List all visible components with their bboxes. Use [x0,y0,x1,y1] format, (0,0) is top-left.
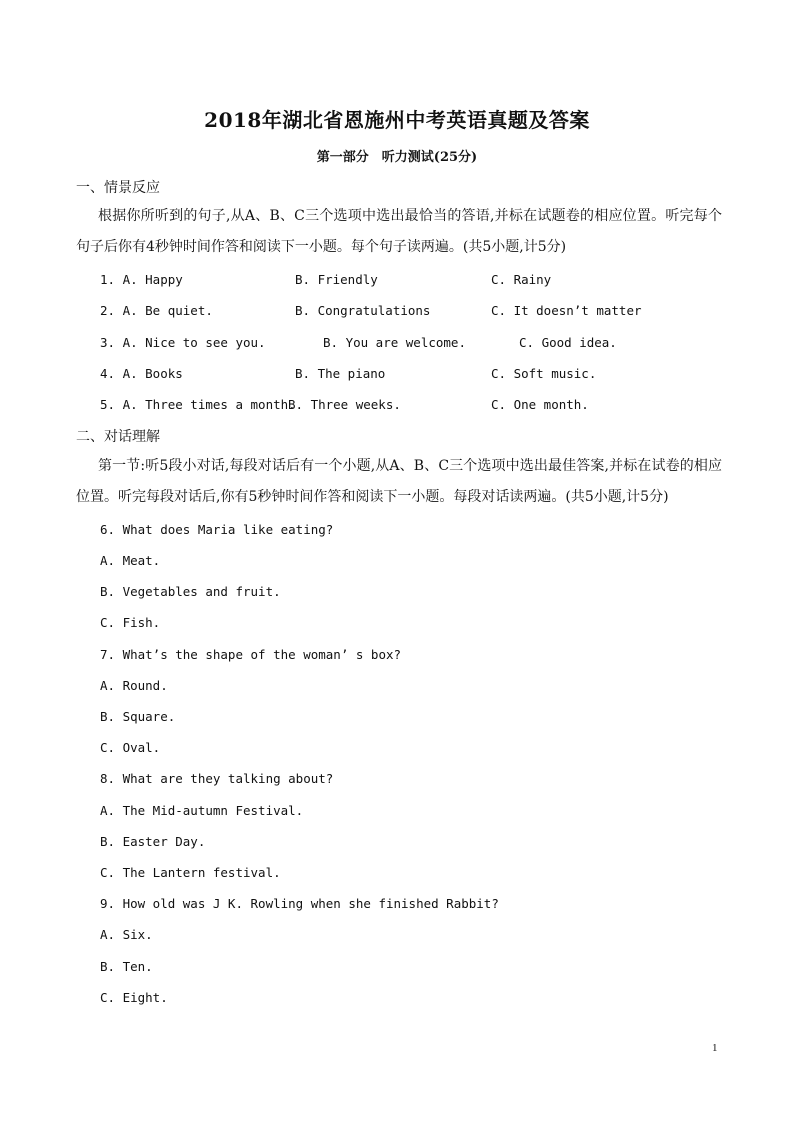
answer-option: C. Eight. [100,990,168,1005]
option-a: 4. A. Books [100,366,183,381]
answer-option: A. Round. [100,678,168,693]
answer-option: A. The Mid-autumn Festival. [100,803,304,818]
answer-option: C. Oval. [100,740,161,755]
answer-option: B. Ten. [100,959,153,974]
option-c: C. Good idea. [519,335,617,350]
answer-option: B. Vegetables and fruit. [100,584,281,599]
question-line: 9. How old was J K. Rowling when she finished Rabbit? [100,896,499,911]
option-c: C. Soft music. [491,366,597,381]
question-line: 7. What’s the shape of the woman’ s box? [100,647,402,662]
section1-heading: 一、情景反应 [76,180,160,196]
option-b: B. The piano [295,366,386,381]
answer-option: B. Easter Day. [100,834,206,849]
option-c: C. Rainy [491,272,552,287]
option-b: B. Three weeks. [288,397,401,412]
option-a: 1. A. Happy [100,272,183,287]
section2-heading: 二、对话理解 [76,429,160,445]
document-title: 2018年湖北省恩施州中考英语真题及答案 [204,108,590,132]
answer-option: C. Fish. [100,615,161,630]
page-number: 1 [712,1042,718,1054]
option-b: B. You are welcome. [323,335,466,350]
option-a: 3. A. Nice to see you. [100,335,266,350]
option-a: 2. A. Be quiet. [100,303,213,318]
answer-option: A. Six. [100,927,153,942]
option-c: C. It doesn’t matter [491,303,642,318]
answer-option: B. Square. [100,709,176,724]
answer-option: C. The Lantern festival. [100,865,281,880]
part-title: 第一部分 听力测试(25分) [316,150,478,165]
section1-instructions: 根据你所听到的句子,从A、B、C三个选项中选出最恰当的答语,并标在试题卷的相应位置。听完每个句子后你有4秒钟时间作答和阅读下一小题。每个句子读两遍。(共5小题,计5分) [76,208,722,255]
question-line: 8. What are they talking about? [100,771,334,786]
option-a: 5. A. Three times a month. [100,397,296,412]
option-b: B. Friendly [295,272,378,287]
option-c: C. One month. [491,397,589,412]
section2-instructions: 第一节:听5段小对话,每段对话后有一个小题,从A、B、C三个选项中选出最佳答案,并标在试卷的相应位置。听完每段对话后,你有5秒钟时间作答和阅读下一小题。每段对话读两遍。(共5小题,计5分) [76,458,722,505]
answer-option: A. Meat. [100,553,161,568]
question-line: 6. What does Maria like eating? [100,522,334,537]
option-b: B. Congratulations [295,303,431,318]
